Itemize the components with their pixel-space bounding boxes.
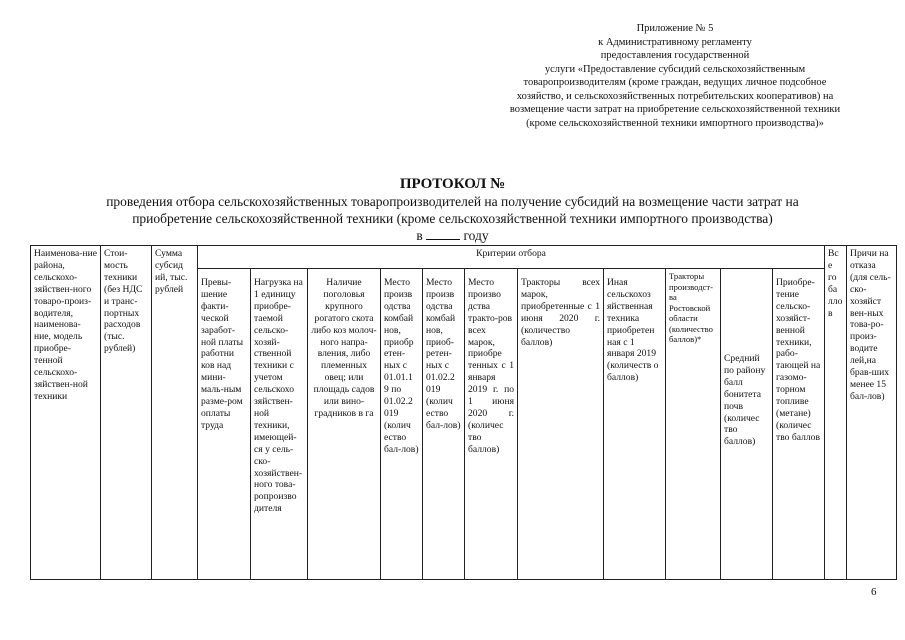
appendix-note	[440, 22, 905, 130]
criterion-combines-2019-feb: Место произв одства комбай нов, приоб-ретен-ных с 01.02.2 019 (колич ество бал-лов)	[423, 269, 465, 580]
year-suffix: году	[463, 228, 489, 243]
page-number: 6	[871, 586, 877, 598]
criterion-combines-2019-jan: Место произв одства комбай нов, приобр етен-ных с 01.01.1 9 по 01.02.2 019 (колич ество бал-лов)	[381, 269, 423, 580]
year-blank-field	[426, 229, 460, 240]
criterion-tractors-2020: Тракторы всех марок, приобретенные с 1 июня 2020 г. (количество баллов)	[518, 269, 604, 580]
col-header-refusal-reason: Причи на отказа (для сель-ско-хозяйст вен-ных това-ро-произ-водите лей,на брав-ших менее 15 бал-лов)	[847, 246, 897, 580]
criterion-gas-fuel: Приобре-тение сельско-хозяйст-венной техники, рабо-тающей на газомо-торном топливе (метане) (количес тво баллов	[773, 269, 825, 580]
criterion-wage: Превы-шение факти-ческой заработ-ной платы работни ков над мини-маль-ным разме-ром оплаты труда	[198, 269, 251, 580]
col-header-cost: Стои-мость техники (без НДС и транс-портных расходов (тыс. рублей)	[101, 246, 152, 580]
appendix-line: (кроме сельскохозяйственной техники импортного производства)»	[526, 117, 824, 129]
appendix-line: Приложение № 5	[636, 23, 714, 34]
year-prefix: в	[416, 228, 423, 243]
protocol-subtitle-line-1: проведения отбора сельскохозяйственных товаропроизводителей на получение субсидий на возмещение части затрат на	[106, 194, 799, 209]
appendix-line: хозяйство, и сельскохозяйственных потребительских кооперативов) на	[516, 90, 834, 102]
col-header-total-points: Все го ба лло в	[825, 246, 847, 580]
protocol-subtitle-line-2: приобретение сельскохозяйственной техники (кроме сельскохозяйственной техники импортного производства)	[132, 211, 773, 226]
criterion-other-machinery: Иная сельскохоз яйственная техника приобретен ная с 1 января 2019 (количеств о баллов)	[604, 269, 666, 580]
appendix-line: возмещение части затрат на приобретение сельскохозяйственной техники	[509, 104, 841, 115]
protocol-table	[30, 245, 897, 580]
appendix-line: товаропроизводителям (кроме граждан, ведущих личное подсобное	[523, 77, 827, 88]
criterion-livestock: Наличие поголовья крупного рогатого скота либо коз молоч-ного напра-вления, либо племенных овец; или площадь садов или вино-градников в га	[308, 269, 381, 580]
criterion-machinery-load: Нагрузка на 1 единицу приобре-таемой сельско-хозяй-ственной техники с учетом сельскохо зяйствен-ной техники, имеющей-ся у сель-ско-хозяйствен-ного това-ропроизво дителя	[251, 269, 308, 580]
criterion-rostov-tractors: Тракторы производст-ва Ростовской области (количество баллов)*	[666, 269, 721, 580]
col-header-subsidy: Сумма субсид ий, тыс. рублей	[152, 246, 198, 580]
criterion-tractors-2019: Место произво дства тракто-ров всех марок, приобре тенных с 1 января 2019 г. по 1 июня 2020 г. (количес тво баллов)	[465, 269, 518, 580]
criterion-soil-score: Средний по району балл бонитета почв (количес тво баллов)	[721, 269, 773, 580]
protocol-year-line	[0, 228, 905, 244]
appendix-line: предоставления государственной	[600, 50, 750, 61]
appendix-line: услуги «Предоставление субсидий сельскохозяйственным	[544, 63, 806, 75]
protocol-heading: ПРОТОКОЛ №	[399, 176, 506, 192]
protocol-subtitle	[0, 193, 905, 227]
appendix-line: к Административному регламенту	[598, 36, 752, 48]
criteria-header: Критерии отбора	[198, 246, 825, 269]
col-header-name: Наименова-ние района, сельскохо-зяйствен-ного товаро-произ-водителя, наименова-ние, модель приобре-тенной сельскохо-зяйствен-ной техники	[31, 246, 101, 580]
